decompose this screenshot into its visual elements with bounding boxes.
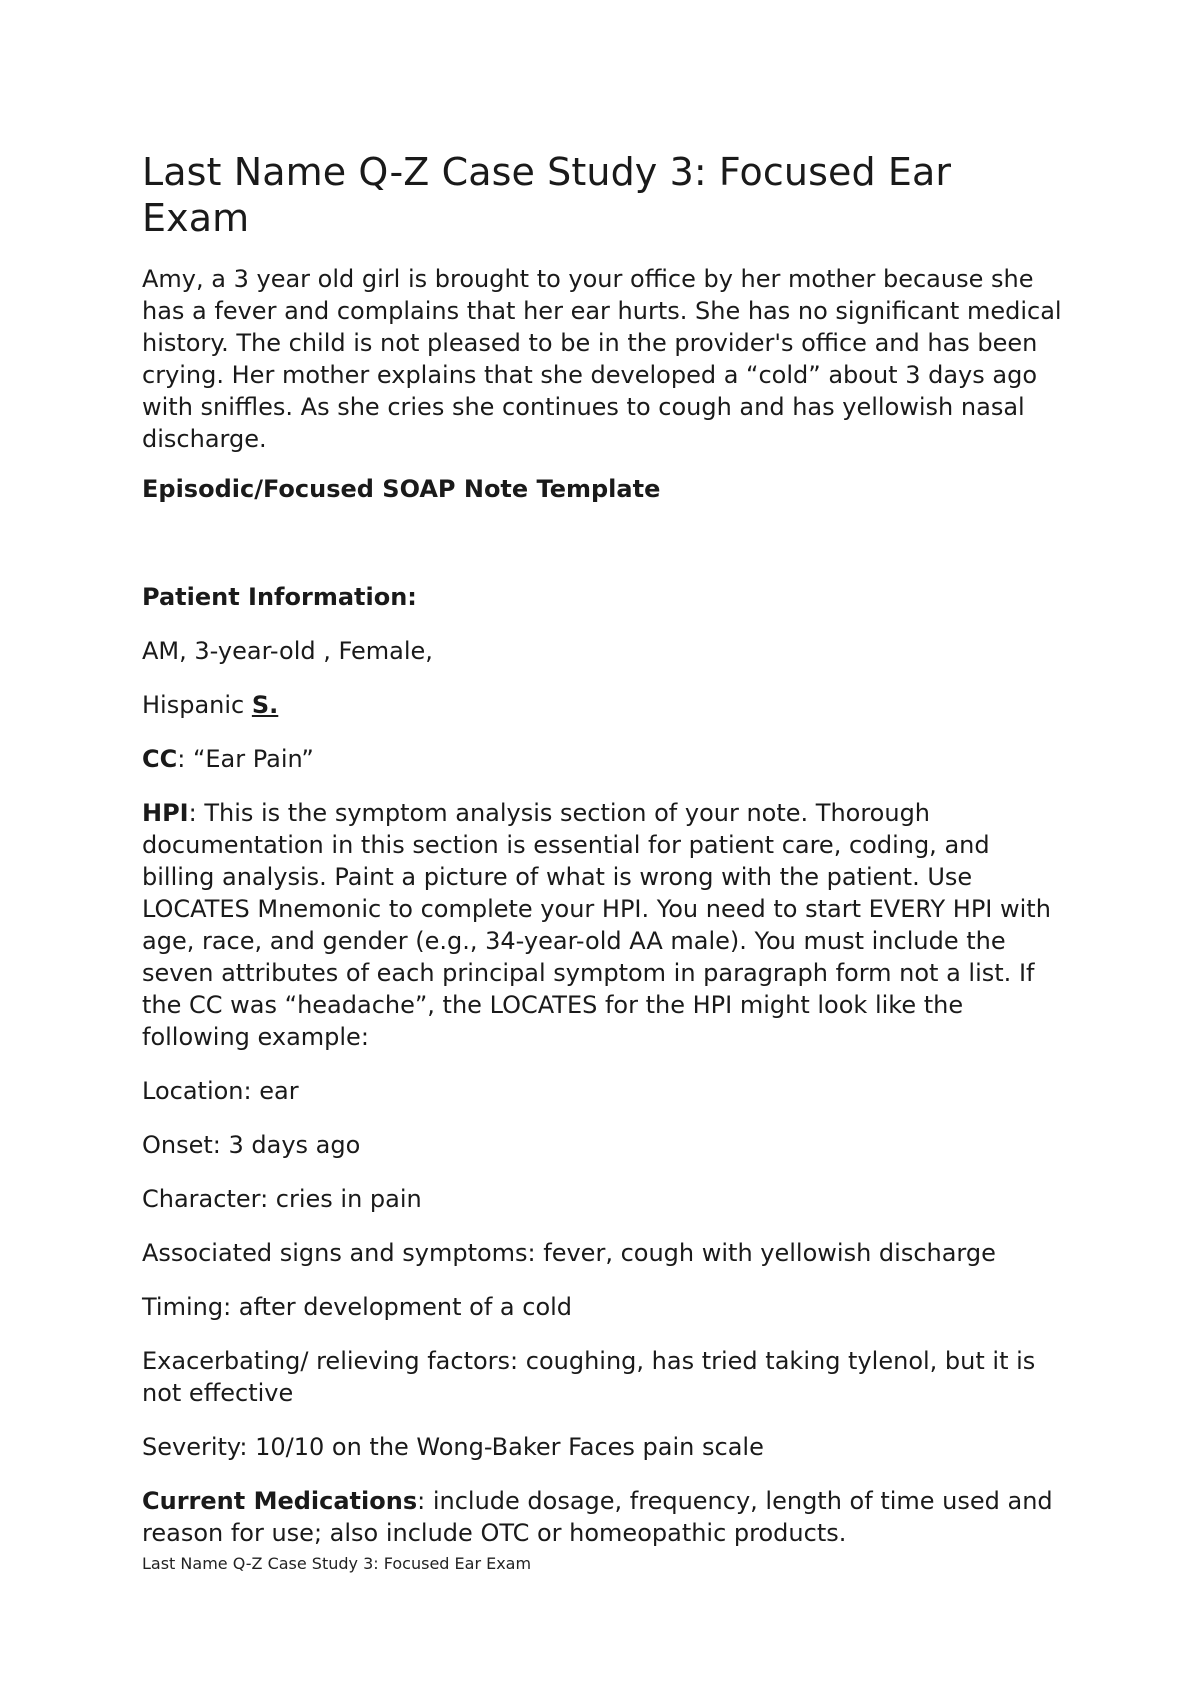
patient-ethnicity-line <box>142 689 1062 721</box>
chief-complaint-line <box>142 743 1062 775</box>
current-medications-label: Current Medications <box>142 1487 418 1516</box>
hpi-text: : This is the symptom analysis section of your note. Thorough documentation in this section is essential for patient care, coding, and billing analysis. Paint a picture of what is wrong with the patient. Use LOCATES Mnemonic to complete your HPI. You need to start EVERY HPI with age, race, and gender (e.g., 34-year-old AA male). You must include the seven attributes of each principal symptom in paragraph form not a list. If the CC was “headache”, the LOCATES for the HPI might look like the following example: <box>142 799 1051 1052</box>
ethnicity-text: Hispanic <box>142 691 252 720</box>
cc-text: : “Ear Pain” <box>177 745 314 774</box>
current-medications-text: : include dosage, frequency, length of time used and reason for use; also include OTC or homeopathic products. <box>142 1487 1053 1548</box>
patient-demographics-line: AM, 3-year-old , Female, <box>142 637 433 666</box>
document-title: Last Name Q-Z Case Study 3: Focused Ear Exam <box>142 150 952 240</box>
current-medications-paragraph <box>142 1485 1062 1549</box>
case-intro-paragraph: Amy, a 3 year old girl is brought to your office by her mother because she has a fever and complains that her ear hurts. She has no significant medical history. The child is not pleased to be in the provider's office and has been crying. Her mother explains that she developed a “cold” about 3 days ago with sniffles. As she cries she continues to cough and has yellowish nasal discharge. <box>142 265 1062 454</box>
locates-severity: Severity: 10/10 on the Wong-Baker Faces pain scale <box>142 1433 764 1462</box>
locates-timing: Timing: after development of a cold <box>142 1293 573 1322</box>
patient-information-heading: Patient Information: <box>142 583 417 612</box>
cc-label: CC <box>142 745 178 774</box>
hpi-label: HPI <box>142 799 189 828</box>
subjective-section-marker: S. <box>251 691 279 720</box>
locates-location: Location: ear <box>142 1077 299 1106</box>
hpi-paragraph <box>142 797 1062 1053</box>
document-page <box>142 150 1062 1571</box>
locates-exacerbating-relieving: Exacerbating/ relieving factors: coughing, has tried taking tylenol, but it is not effective <box>142 1347 1036 1408</box>
locates-associated-symptoms: Associated signs and symptoms: fever, cough with yellowish discharge <box>142 1239 996 1268</box>
locates-onset: Onset: 3 days ago <box>142 1131 361 1160</box>
locates-character: Character: cries in pain <box>142 1185 422 1214</box>
page-footer: Last Name Q-Z Case Study 3: Focused Ear Exam <box>142 1554 532 1573</box>
soap-template-heading: Episodic/Focused SOAP Note Template <box>142 475 661 504</box>
